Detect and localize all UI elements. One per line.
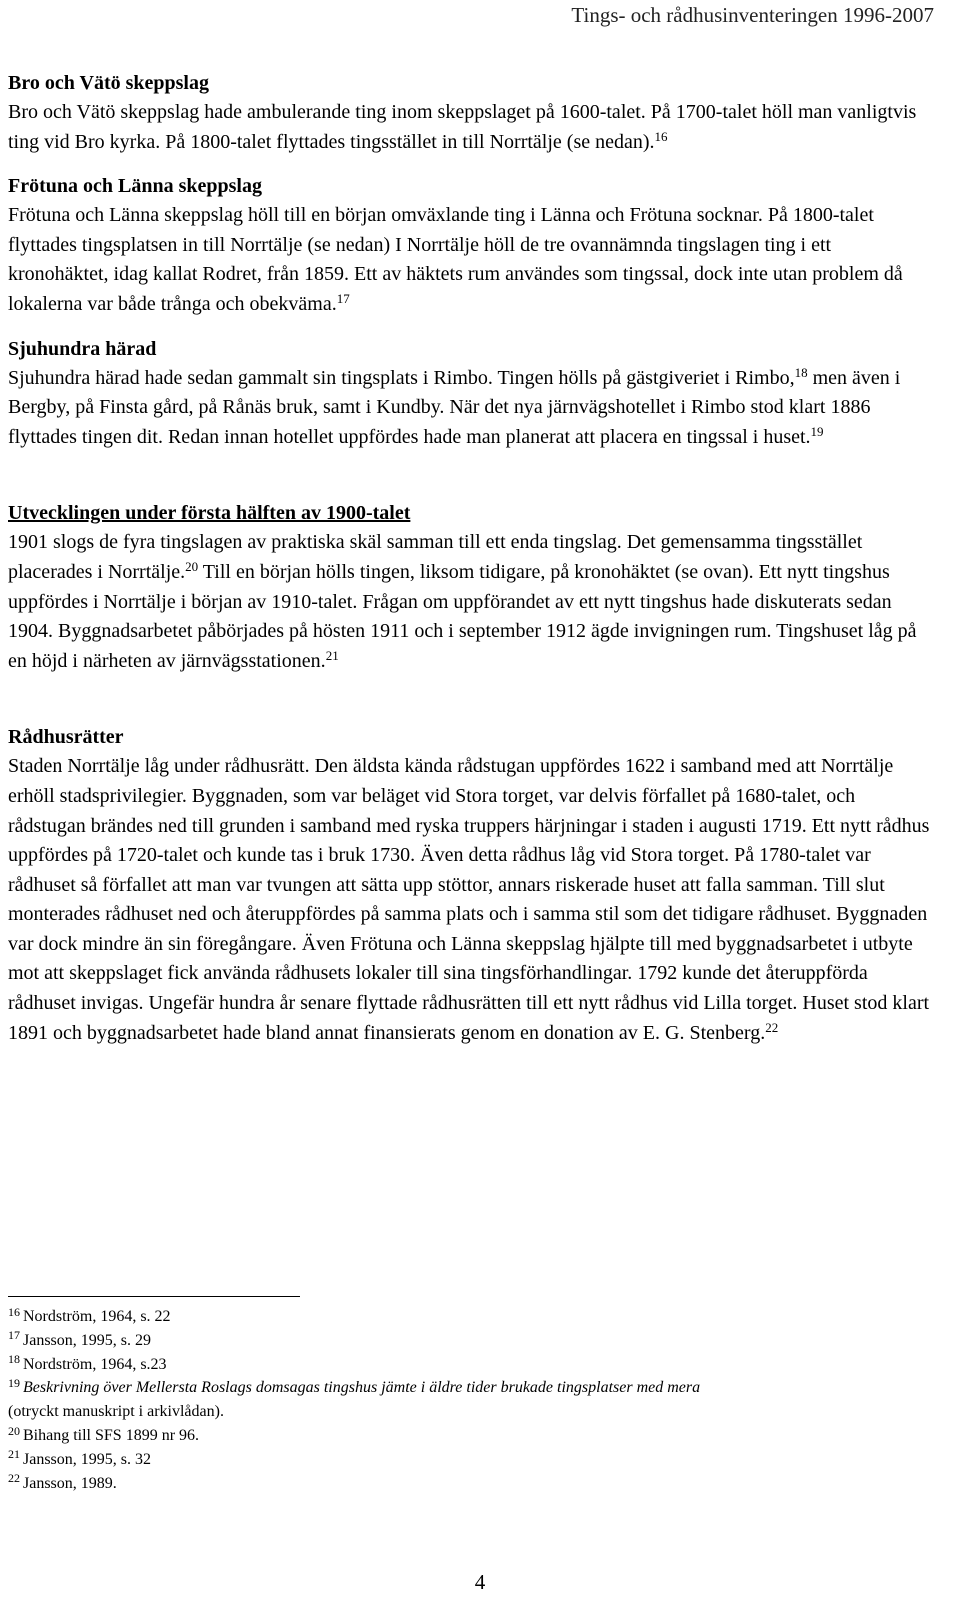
- footnote-ref[interactable]: 22: [765, 1019, 779, 1035]
- footnote-ref[interactable]: 20: [185, 558, 199, 574]
- footnote-title: Beskrivning över Mellersta Roslags domsagas tingshus jämte i äldre tider brukade tingsplatser med mera: [23, 1379, 701, 1397]
- footnotes: [8, 1296, 936, 1495]
- section-frotuna-lanna: [8, 171, 936, 319]
- footnote-number: 19: [8, 1376, 20, 1390]
- paragraph: [8, 528, 936, 676]
- section-heading: Rådhusrätter: [8, 726, 124, 749]
- section-heading: Bro och Vätö skeppslag: [8, 72, 209, 94]
- footnote-number: 18: [8, 1352, 20, 1367]
- footnote: [8, 1305, 936, 1329]
- footnote-ref[interactable]: 17: [336, 290, 350, 306]
- footnote-text: (otryckt manuskript i arkivlådan).: [8, 1403, 224, 1421]
- paragraph: [8, 752, 936, 1048]
- section-utvecklingen: [8, 498, 936, 676]
- paragraph-text: Frötuna och Länna skeppslag höll till en början omväxlande ting i Länna och Frötuna socknar. På 1800-talet flyttades tingsplatsen in till Norrtälje (se nedan) I Norrtälje höll de tre ovannämnda tingslagen ting i ett kronohäktet, idag kallat Rodret, från 1859. Ett av häktets rum användes som tingssal, dock inte utan problem då lokalerna var både trånga och obekväma.: [8, 204, 903, 315]
- paragraph-text: Sjuhundra härad hade sedan gammalt sin tingsplats i Rimbo. Tingen hölls på gästgiveriet i Rimbo,: [8, 366, 795, 389]
- paragraph-text: Till en början hölls tingen, liksom tidigare, på kronohäktet (se ovan). Ett nytt tingshus uppfördes i Norrtälje i början av 1910-talet. Frågan om uppförandet av ett nytt tingshus hade diskuterats sedan 1904. Byggnadsarbetet påbörjades på hösten 1911 och i september 1912 ägde invigningen rum. Tingshuset låg på en höjd i närheten av järnvägsstationen.: [8, 560, 917, 672]
- footnote: [8, 1448, 936, 1472]
- footnote: [8, 1353, 936, 1377]
- footnote-text: Jansson, 1995, s. 32: [23, 1450, 152, 1468]
- footnote-number: 22: [8, 1471, 20, 1486]
- footnote-text: Nordström, 1964, s.23: [23, 1355, 167, 1373]
- section-heading: Sjuhundra härad: [8, 337, 157, 360]
- section-sjuhundra: [8, 334, 936, 453]
- section-bro-vato: [8, 68, 936, 157]
- paragraph-text: Staden Norrtälje låg under rådhusrätt. Den äldsta kända rådstugan uppfördes 1622 i samband med att Norrtälje erhöll stadsprivilegier. Byggnaden, som var beläget vid Stora torget, var delvis förfallet på 1680-talet, och rådstugan brändes ned till grunden i samband med ryska truppers härjningar i staden i augusti 1719. Ett nytt rådhus uppfördes på 1720-talet och kunde tas i bruk 1730. Även detta rådhus låg vid Stora torget. På 1780-talet var rådhuset så förfallet att man var tvungen att sätta upp stöttor, annars riskerade huset att falla samman. Till slut monterades rådhuset ned och återuppfördes på samma plats och i samma stil som det tidigare rådhuset. Byggnaden var dock mindre än sin föregångare. Även Frötuna och Länna skeppslag hjälpte till med byggnadsarbetet i utbyte mot att skeppslaget fick använda rådhusets lokaler till sina tingsförhandlingar. 1792 kunde det återuppförda rådhuset invigas. Ungefär hundra år senare flyttade rådhusrätten till ett nytt rådhus vid Lilla torget. Huset stod klart 1891 och byggnadsarbetet hade bland annat finansierats genom en donation av E. G. Stenberg.: [8, 755, 930, 1044]
- paragraph: [8, 98, 936, 157]
- page-number: 4: [474, 1570, 486, 1594]
- footnote-number: 17: [8, 1328, 20, 1343]
- section-radhusratter: [8, 722, 936, 1048]
- footnote-ref[interactable]: 21: [325, 647, 339, 663]
- footnote-ref[interactable]: 19: [810, 423, 824, 439]
- footnote-number: 16: [8, 1304, 20, 1319]
- section-heading: Utvecklingen under första hälften av 1900-talet: [8, 502, 411, 525]
- paragraph-text: 1901 slogs de fyra tingslagen av praktiska skäl samman till ett enda tingslag. Det gemensamma tingsstället placerades i Norrtälje.: [8, 531, 863, 583]
- paragraph-text: men även i Bergby, på Finsta gård, på Rånäs bruk, samt i Kundby. När det nya järnvägshotellet i Rimbo stod klart 1886 flyttades tingen dit. Redan innan hotellet uppfördes hade man planerat att placera en tingssal i huset.: [8, 366, 901, 448]
- footnote-number: 20: [8, 1423, 20, 1438]
- footnote: [8, 1376, 936, 1424]
- footnote: [8, 1472, 936, 1496]
- document-body: [8, 68, 936, 1048]
- footnote: [8, 1424, 936, 1448]
- footnote-ref[interactable]: 18: [794, 364, 808, 380]
- paragraph: [8, 201, 936, 319]
- footnote-divider: [8, 1296, 300, 1297]
- running-header: Tings- och rådhusinventeringen 1996-2007: [571, 3, 934, 27]
- footnote-text: Jansson, 1995, s. 29: [23, 1331, 152, 1349]
- footnote-text: Bihang till SFS 1899 nr 96.: [23, 1426, 200, 1444]
- section-heading: Frötuna och Länna skeppslag: [8, 175, 262, 198]
- paragraph: [8, 364, 936, 453]
- footnote: [8, 1329, 936, 1353]
- footnote-number: 21: [8, 1447, 20, 1462]
- footnote-text: Nordström, 1964, s. 22: [23, 1308, 171, 1325]
- footnote-text: Jansson, 1989.: [23, 1474, 117, 1492]
- footnote-ref[interactable]: 16: [654, 128, 668, 144]
- paragraph-text: Bro och Vätö skeppslag hade ambulerande ting inom skeppslaget på 1600-talet. På 1700-talet höll man vanligtvis ting vid Bro kyrka. På 1800-talet flyttades tingsstället in till Norrtälje (se nedan).: [8, 101, 917, 153]
